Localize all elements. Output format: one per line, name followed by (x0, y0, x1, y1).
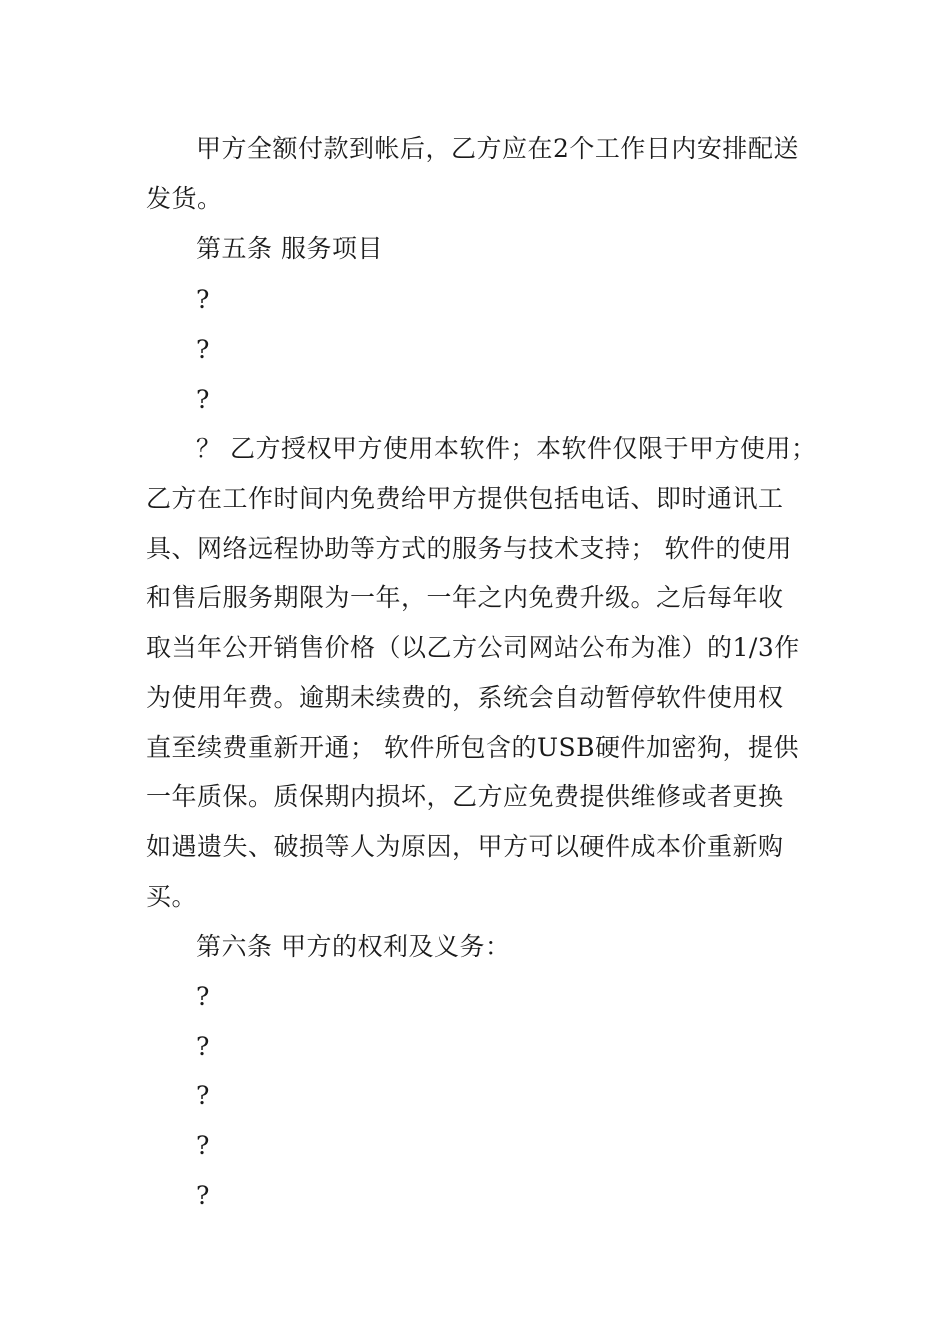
bullet-placeholder: ? (196, 1131, 210, 1160)
paragraph-line: 取当年公开销售价格（以乙方公司网站公布为准）的1/3作 (146, 633, 800, 662)
bullet-placeholder: ? (196, 335, 210, 364)
paragraph-line: 和售后服务期限为一年，一年之内免费升级。之后每年收 (146, 583, 784, 612)
paragraph-line: 直至续费重新开通； 软件所包含的USB硬件加密狗，提供 (146, 733, 800, 762)
bullet-placeholder: ? (196, 285, 210, 314)
paragraph-line: 发货。 (146, 184, 223, 213)
article-heading: 第六条 甲方的权利及义务： (196, 932, 511, 961)
paragraph-line: 一年质保。质保期内损坏，乙方应免费提供维修或者更换 (146, 782, 784, 811)
paragraph-line: 买。 (146, 882, 198, 911)
paragraph-line: 乙方在工作时间内免费给甲方提供包括电话、即时通讯工 (146, 484, 784, 513)
bullet-placeholder: ? (196, 1081, 210, 1110)
paragraph-line: 具、网络远程协助等方式的服务与技术支持； 软件的使用 (146, 534, 792, 563)
bullet-placeholder: ? (196, 1181, 210, 1210)
bullet-placeholder: ? (196, 982, 210, 1011)
paragraph-line: ？ 乙方授权甲方使用本软件；本软件仅限于甲方使用； (196, 434, 817, 463)
paragraph-line: 为使用年费。逾期未续费的，系统会自动暂停软件使用权 (146, 683, 784, 712)
bullet-placeholder: ? (196, 1032, 210, 1061)
paragraph-line: 甲方全额付款到帐后，乙方应在2个工作日内安排配送 (196, 134, 799, 163)
paragraph-line: 如遇遗失、破损等人为原因，甲方可以硬件成本价重新购 (146, 832, 784, 861)
article-heading: 第五条 服务项目 (196, 234, 383, 263)
bullet-placeholder: ? (196, 385, 210, 414)
